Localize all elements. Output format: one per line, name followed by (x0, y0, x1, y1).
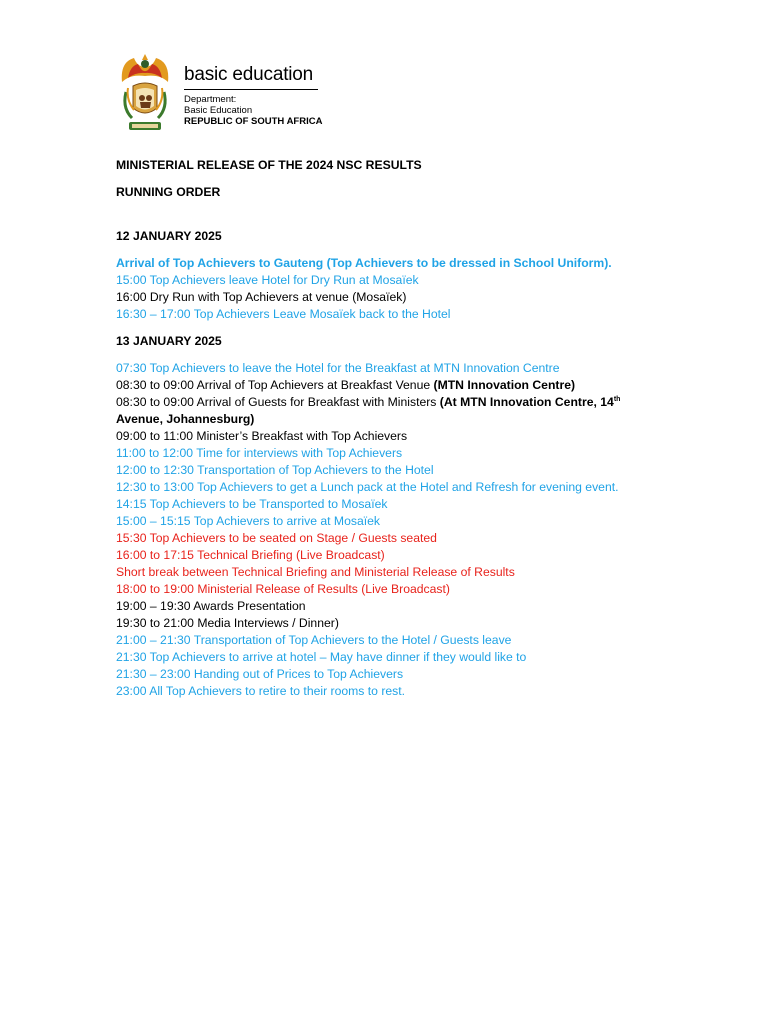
letterhead (116, 50, 326, 136)
day1-item: 15:00 Top Achievers leave Hotel for Dry Run at Mosaïek (116, 273, 419, 287)
day2-item (116, 377, 676, 394)
day1-item: Arrival of Top Achievers to Gauteng (Top Achievers to be dressed in School Uniform). (116, 256, 612, 270)
day2-item: 12:30 to 13:00 Top Achievers to get a Lunch pack at the Hotel and Refresh for evening event. (116, 480, 619, 494)
dept-line-1: Department: (184, 94, 237, 105)
day2-item: 18:00 to 19:00 Ministerial Release of Results (Live Broadcast) (116, 582, 450, 596)
day2-item: 12:00 to 12:30 Transportation of Top Achievers to the Hotel (116, 463, 434, 477)
coat-of-arms-icon (116, 52, 174, 136)
day2-item: 23:00 All Top Achievers to retire to their rooms to rest. (116, 684, 406, 698)
day1-item: 16:00 Dry Run with Top Achievers at venue (Mosaïek) (116, 290, 407, 304)
brand-name: basic education (184, 64, 314, 85)
day2-item: 09:00 to 11:00 Minister’s Breakfast with Top Achievers (116, 429, 408, 443)
day2-item: 14:15 Top Achievers to be Transported to Mosaïek (116, 497, 388, 511)
day2-item: 07:30 Top Achievers to leave the Hotel for the Breakfast at MTN Innovation Centre (116, 361, 560, 375)
day2-item: Short break between Technical Briefing and Ministerial Release of Results (116, 565, 515, 579)
day2-item-text: 08:30 to 09:00 Arrival of Top Achievers at Breakfast Venue (116, 378, 434, 392)
dept-line-2: Basic Education (184, 105, 253, 116)
ordinal-suffix: th (613, 396, 621, 403)
department-block (184, 94, 322, 127)
day2-item: 19:00 – 19:30 Awards Presentation (116, 599, 306, 613)
day2-item-bold: (MTN Innovation Centre) (433, 378, 576, 392)
day2-item-bold: (At MTN Innovation Centre, 14 (439, 395, 614, 409)
day2-item: 15:30 Top Achievers to be seated on Stage / Guests seated (116, 531, 437, 545)
day2-item (116, 394, 676, 411)
day2-item: 15:00 – 15:15 Top Achievers to arrive at Mosaïek (116, 514, 380, 528)
day2-item: 16:00 to 17:15 Technical Briefing (Live Broadcast) (116, 548, 385, 562)
day1-item: 16:30 – 17:00 Top Achievers Leave Mosaïek back to the Hotel (116, 307, 451, 321)
day2-item: 19:30 to 21:00 Media Interviews / Dinner) (116, 616, 339, 630)
document-title: MINISTERIAL RELEASE OF THE 2024 NSC RESULTS (116, 158, 422, 172)
brand-divider (184, 89, 318, 90)
document-body (116, 157, 676, 700)
day2-item: 21:30 – 23:00 Handing out of Prices to Top Achievers (116, 667, 404, 681)
day2-date: 13 JANUARY 2025 (116, 334, 222, 348)
day2-item: 21:30 Top Achievers to arrive at hotel – May have dinner if they would like to (116, 650, 527, 664)
day2-item-continuation: Avenue, Johannesburg) (116, 412, 255, 426)
day2-item: 21:00 – 21:30 Transportation of Top Achievers to the Hotel / Guests leave (116, 633, 512, 647)
day2-item: 11:00 to 12:00 Time for interviews with Top Achievers (116, 446, 403, 460)
dept-line-3: REPUBLIC OF SOUTH AFRICA (184, 116, 323, 127)
day1-date: 12 JANUARY 2025 (116, 229, 222, 243)
document-subtitle: RUNNING ORDER (116, 185, 221, 199)
day2-item-text: 08:30 to 09:00 Arrival of Guests for Breakfast with Ministers (116, 395, 440, 409)
